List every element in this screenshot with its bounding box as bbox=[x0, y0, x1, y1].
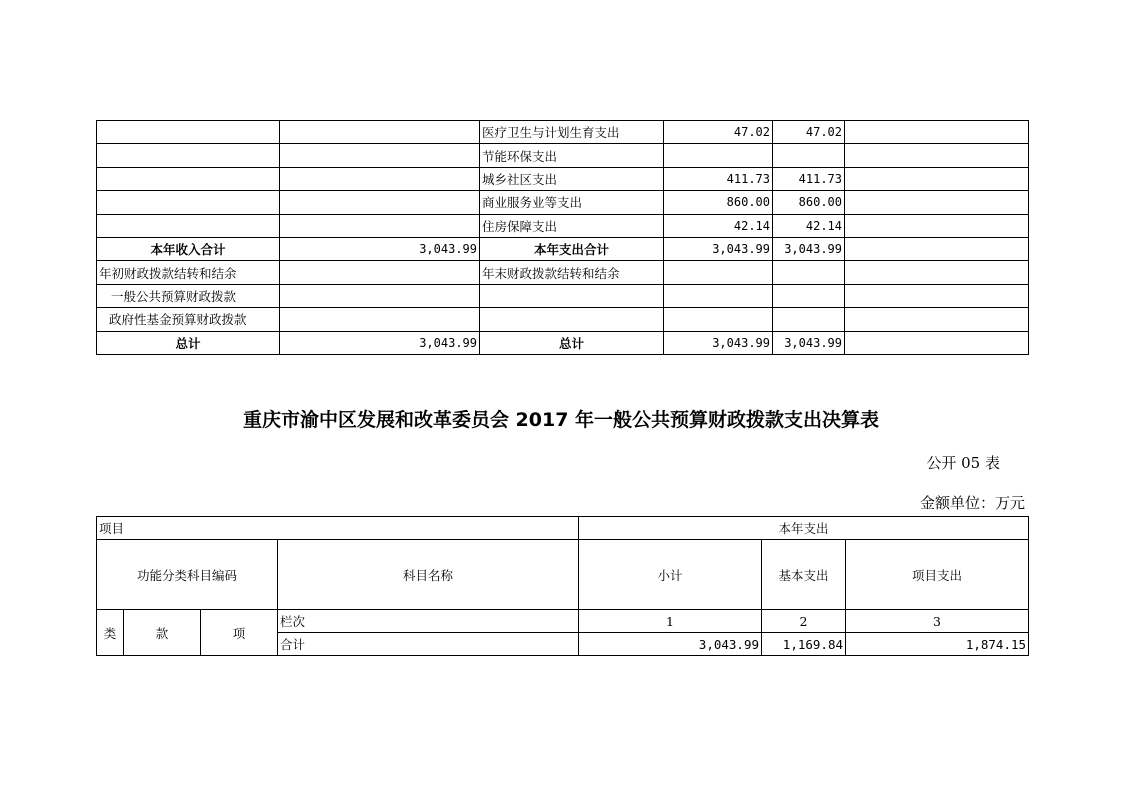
annual-total-row bbox=[97, 237, 1029, 260]
empty-cell bbox=[97, 144, 280, 167]
empty-cell bbox=[664, 308, 773, 331]
fund-budget-label: 政府性基金预算财政拨款 bbox=[97, 308, 280, 331]
empty-cell bbox=[773, 284, 845, 307]
expense-total-value: 42.14 bbox=[664, 214, 773, 237]
empty-cell bbox=[280, 121, 480, 144]
table-row bbox=[97, 214, 1029, 237]
fund-budget-value bbox=[845, 121, 1029, 144]
section-label: 款 bbox=[124, 610, 201, 656]
grand-total-row bbox=[97, 331, 1029, 354]
income-total-value: 3,043.99 bbox=[280, 237, 480, 260]
empty-cell bbox=[845, 284, 1029, 307]
empty-cell bbox=[280, 191, 480, 214]
grand-total-general-value: 3,043.99 bbox=[773, 331, 845, 354]
column-number-label: 栏次 bbox=[278, 610, 579, 633]
carryover-begin-label: 年初财政拨款结转和结余 bbox=[97, 261, 280, 284]
total-basic-value: 1,169.84 bbox=[762, 633, 846, 656]
empty-cell bbox=[280, 144, 480, 167]
expense-total-label: 本年支出合计 bbox=[480, 237, 664, 260]
income-total-label: 本年收入合计 bbox=[97, 237, 280, 260]
empty-cell bbox=[97, 167, 280, 190]
empty-cell bbox=[773, 308, 845, 331]
grand-total-label-expense: 总计 bbox=[480, 331, 664, 354]
page-title: 重庆市渝中区发展和改革委员会 2017 年一般公共预算财政拨款支出决算表 bbox=[242, 409, 880, 431]
expense-total-value: 860.00 bbox=[664, 191, 773, 214]
empty-cell bbox=[97, 214, 280, 237]
table-row bbox=[97, 144, 1029, 167]
empty-cell bbox=[773, 261, 845, 284]
project-expense-header: 项目支出 bbox=[846, 540, 1029, 610]
empty-cell bbox=[845, 237, 1029, 260]
empty-cell bbox=[845, 261, 1029, 284]
expenditure-table-body bbox=[97, 517, 1029, 656]
subtotal-header: 小计 bbox=[579, 540, 762, 610]
subject-name-header: 科目名称 bbox=[278, 540, 579, 610]
expense-item-name: 商业服务业等支出 bbox=[480, 191, 664, 214]
grand-total-income-value: 3,043.99 bbox=[280, 331, 480, 354]
empty-cell bbox=[845, 331, 1029, 354]
general-budget-label: 一般公共预算财政拨款 bbox=[97, 284, 280, 307]
expense-total-value: 47.02 bbox=[664, 121, 773, 144]
grand-total-expense-value: 3,043.99 bbox=[664, 331, 773, 354]
table-row bbox=[97, 121, 1029, 144]
general-budget-total-value: 3,043.99 bbox=[773, 237, 845, 260]
expense-item-name: 住房保障支出 bbox=[480, 214, 664, 237]
fund-budget-row bbox=[97, 308, 1029, 331]
project-header: 项目 bbox=[97, 517, 579, 540]
upper-table-body bbox=[97, 121, 1029, 355]
empty-cell bbox=[845, 308, 1029, 331]
expense-item-name: 节能环保支出 bbox=[480, 144, 664, 167]
fund-budget-value bbox=[845, 167, 1029, 190]
column-number-2: 2 bbox=[762, 610, 846, 633]
table-row bbox=[97, 167, 1029, 190]
fund-budget-value bbox=[845, 191, 1029, 214]
empty-cell bbox=[480, 284, 664, 307]
general-budget-value bbox=[773, 144, 845, 167]
general-budget-value: 47.02 bbox=[773, 121, 845, 144]
empty-cell bbox=[280, 261, 480, 284]
expense-total-value: 411.73 bbox=[664, 167, 773, 190]
header-row-2 bbox=[97, 540, 1029, 610]
total-label: 合计 bbox=[278, 633, 579, 656]
total-subtotal-value: 3,043.99 bbox=[579, 633, 762, 656]
fund-budget-value bbox=[845, 144, 1029, 167]
empty-cell bbox=[480, 308, 664, 331]
empty-cell bbox=[664, 284, 773, 307]
basic-expense-header: 基本支出 bbox=[762, 540, 846, 610]
empty-cell bbox=[664, 261, 773, 284]
upper-budget-table bbox=[96, 120, 1029, 355]
amount-unit-label: 金额单位：万元 bbox=[919, 494, 1025, 512]
general-budget-value: 42.14 bbox=[773, 214, 845, 237]
general-budget-value: 860.00 bbox=[773, 191, 845, 214]
general-budget-row bbox=[97, 284, 1029, 307]
carryover-row bbox=[97, 261, 1029, 284]
expense-item-name: 医疗卫生与计划生育支出 bbox=[480, 121, 664, 144]
empty-cell bbox=[280, 308, 480, 331]
column-number-3: 3 bbox=[846, 610, 1029, 633]
total-project-value: 1,874.15 bbox=[846, 633, 1029, 656]
expenditure-table bbox=[96, 516, 1029, 656]
empty-cell bbox=[280, 167, 480, 190]
grand-total-label: 总计 bbox=[97, 331, 280, 354]
item-label: 项 bbox=[201, 610, 278, 656]
fund-budget-value bbox=[845, 214, 1029, 237]
table-row bbox=[97, 191, 1029, 214]
expense-item-name: 城乡社区支出 bbox=[480, 167, 664, 190]
class-label: 类 bbox=[97, 610, 124, 656]
func-code-header: 功能分类科目编码 bbox=[97, 540, 278, 610]
general-budget-value: 411.73 bbox=[773, 167, 845, 190]
expense-total-value: 3,043.99 bbox=[664, 237, 773, 260]
empty-cell bbox=[97, 191, 280, 214]
header-row-1 bbox=[97, 517, 1029, 540]
expense-total-value bbox=[664, 144, 773, 167]
empty-cell bbox=[280, 214, 480, 237]
carryover-end-label: 年末财政拨款结转和结余 bbox=[480, 261, 664, 284]
column-number-1: 1 bbox=[579, 610, 762, 633]
empty-cell bbox=[280, 284, 480, 307]
empty-cell bbox=[97, 121, 280, 144]
column-number-row bbox=[97, 610, 1029, 633]
table-number: 公开 05 表 bbox=[926, 454, 1000, 472]
annual-expense-header: 本年支出 bbox=[579, 517, 1029, 540]
